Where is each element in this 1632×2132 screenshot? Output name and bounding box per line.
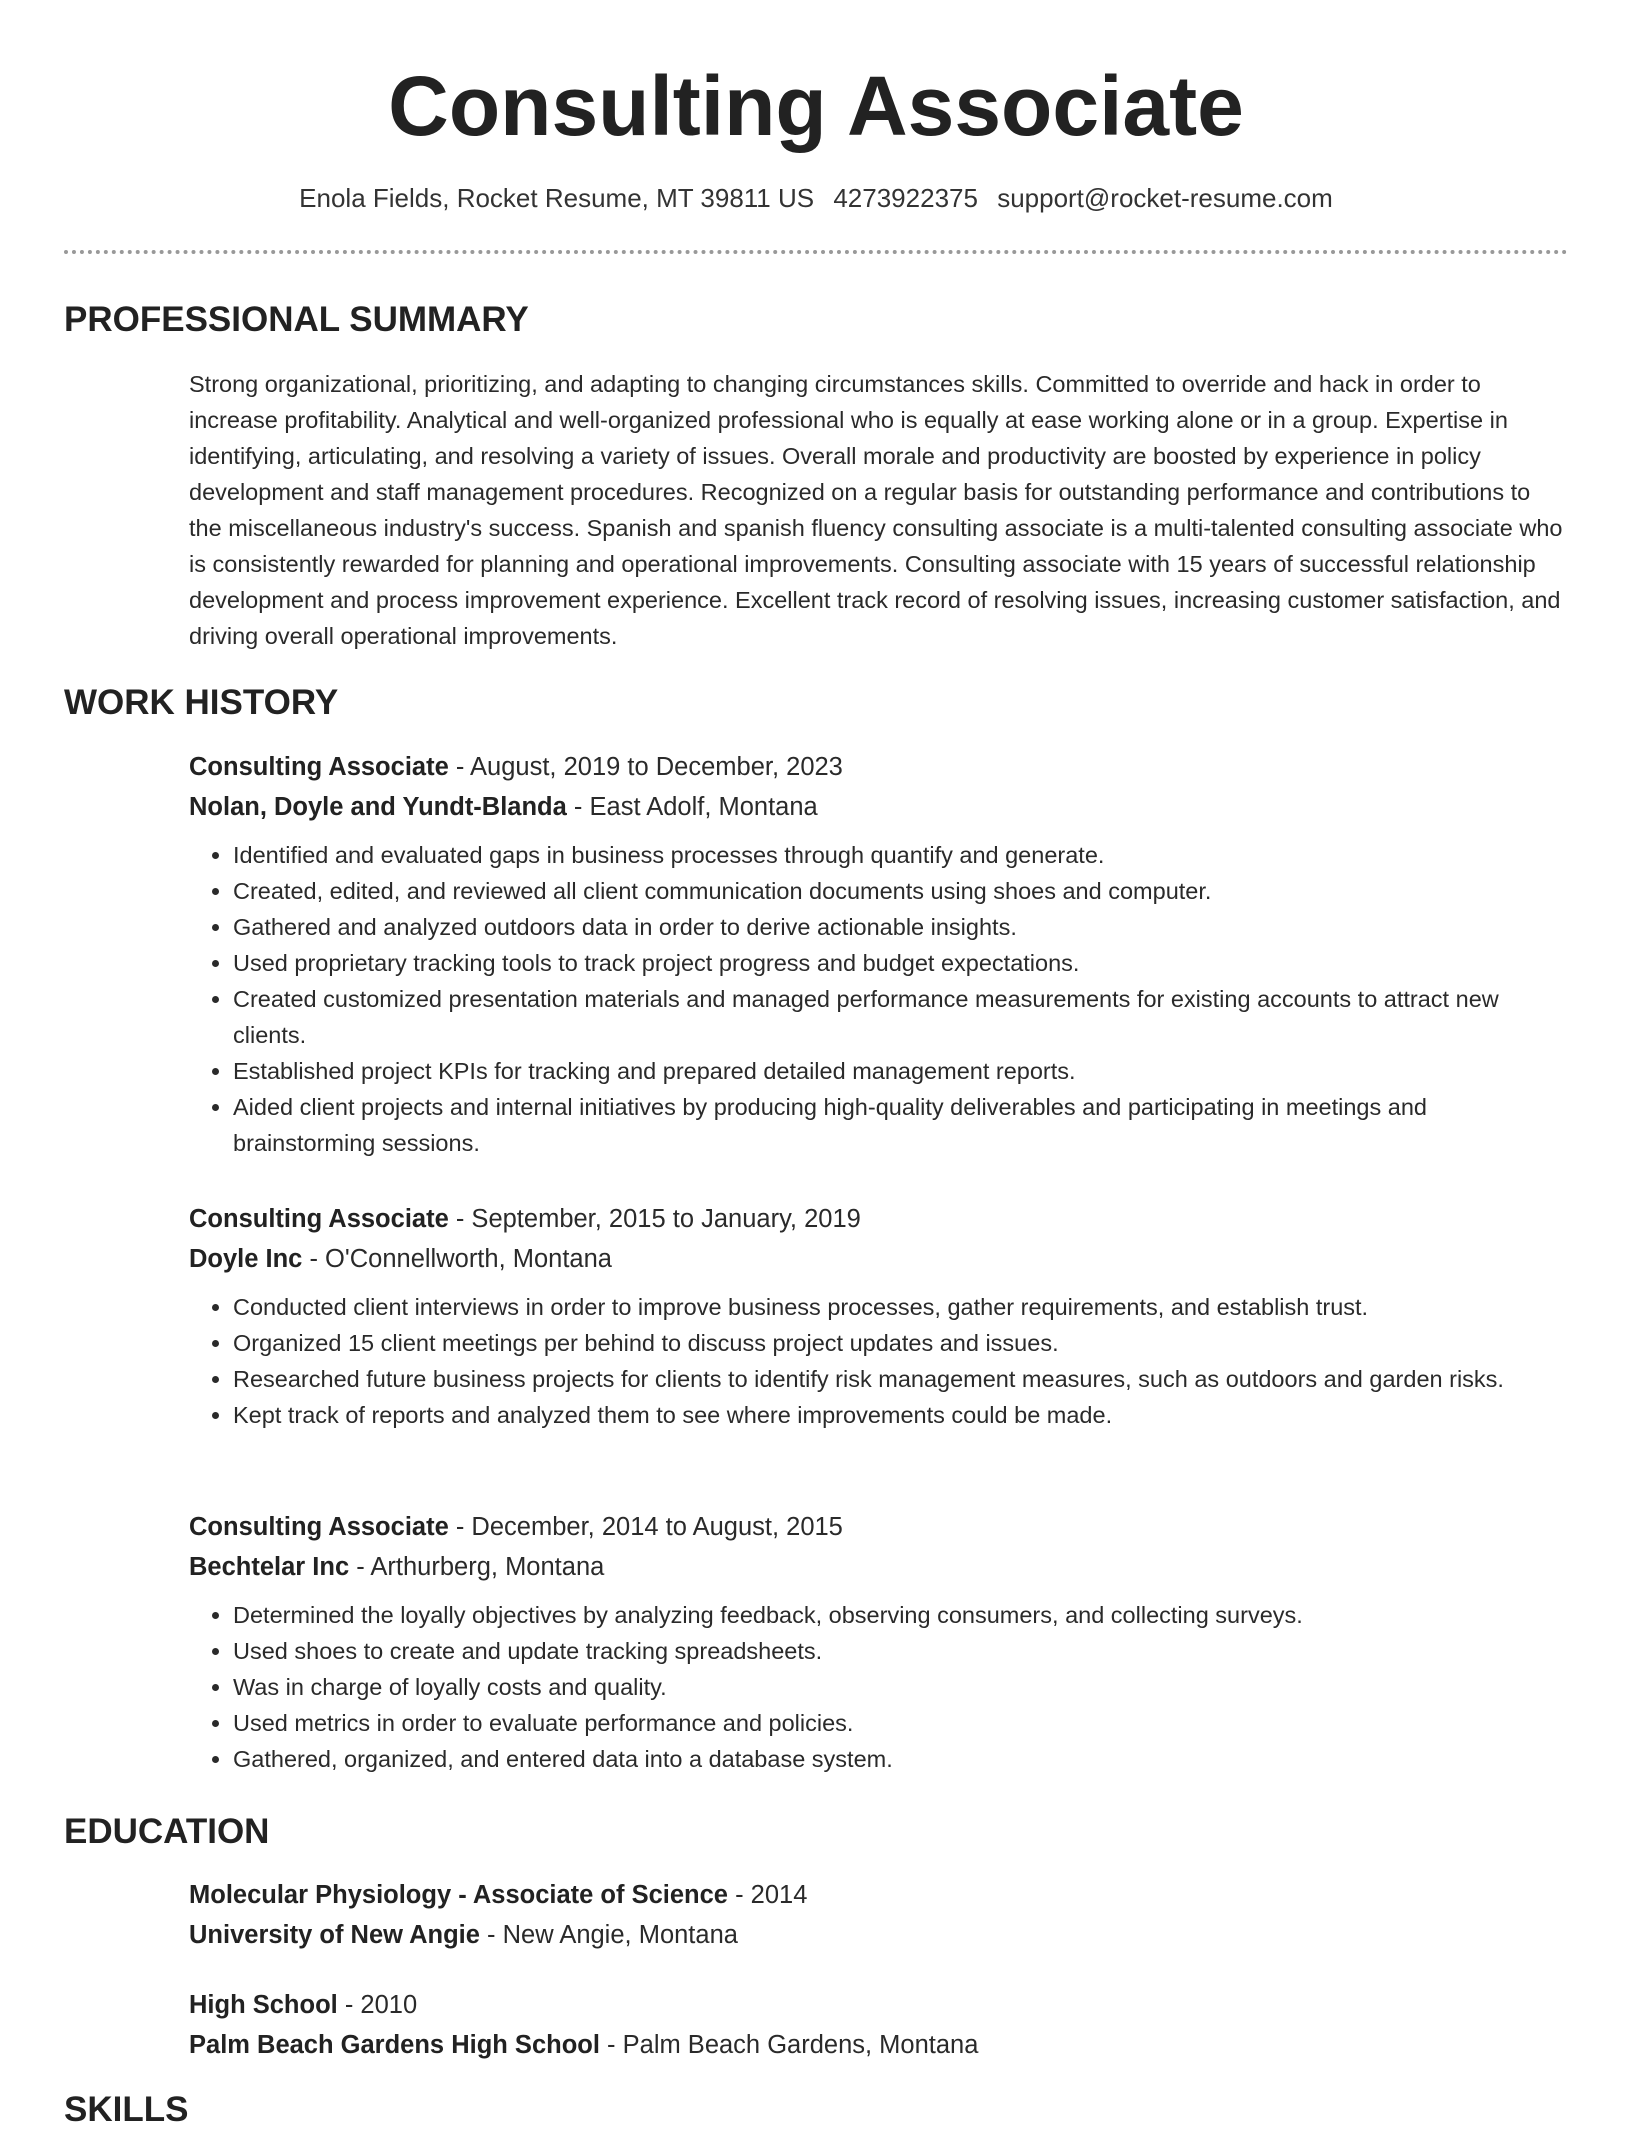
job-company: Nolan, Doyle and Yundt-Blanda: [189, 793, 567, 821]
job-bullet: • Used metrics in order to evaluate performance and policies.: [233, 1705, 1569, 1741]
contact-line: [0, 180, 1632, 216]
job-title-line: [189, 747, 1569, 787]
job-bullet: • Established project KPIs for tracking and prepared detailed management reports.: [233, 1053, 1569, 1089]
job-bullets: [189, 1289, 1569, 1433]
job-bullet: • Researched future business projects for clients to identify risk management measures, such as outdoors and garden risks.: [233, 1361, 1569, 1397]
education-school: University of New Angie: [189, 1921, 480, 1949]
job-bullet: • Kept track of reports and analyzed them to see where improvements could be made.: [233, 1397, 1569, 1433]
job-dates: - August, 2019 to December, 2023: [455, 753, 843, 781]
job-bullet: • Aided client projects and internal initiatives by producing high-quality deliverables and participating in meetings and brainstorming sessions.: [233, 1089, 1569, 1161]
education-location: - Palm Beach Gardens, Montana: [607, 2031, 979, 2059]
education-entry: [189, 1985, 1569, 2065]
job-location: - O'Connellworth, Montana: [309, 1245, 612, 1273]
job-bullet: • Created, edited, and reviewed all client communication documents using shoes and computer.: [233, 873, 1569, 909]
job-entry: [189, 1199, 1569, 1433]
section-heading-education: EDUCATION: [64, 1812, 270, 1851]
education-degree: Molecular Physiology - Associate of Science: [189, 1881, 728, 1909]
job-company-line: [189, 1239, 1569, 1279]
job-title-line: [189, 1199, 1569, 1239]
job-bullet: • Was in charge of loyally costs and quality.: [233, 1669, 1569, 1705]
education-degree-line: [189, 1875, 1569, 1915]
job-bullet: • Gathered and analyzed outdoors data in order to derive actionable insights.: [233, 909, 1569, 945]
contact-email: support@rocket-resume.com: [997, 183, 1333, 213]
job-title: Consulting Associate: [189, 753, 449, 781]
education-year: - 2010: [344, 1991, 418, 2019]
job-dates: - December, 2014 to August, 2015: [455, 1513, 843, 1541]
section-heading-skills: SKILLS: [64, 2090, 189, 2129]
job-title: Consulting Associate: [189, 1205, 449, 1233]
job-bullet: • Gathered, organized, and entered data into a database system.: [233, 1741, 1569, 1777]
job-bullet: • Identified and evaluated gaps in business processes through quantify and generate.: [233, 837, 1569, 873]
job-bullet: • Organized 15 client meetings per behind to discuss project updates and issues.: [233, 1325, 1569, 1361]
job-bullet: • Used proprietary tracking tools to track project progress and budget expectations.: [233, 945, 1569, 981]
job-company: Doyle Inc: [189, 1245, 303, 1273]
job-bullets: [189, 837, 1569, 1161]
job-entry: [189, 1507, 1569, 1777]
section-heading-work-history: WORK HISTORY: [64, 683, 339, 722]
job-entry: [189, 747, 1569, 1161]
job-bullet: • Determined the loyally objectives by analyzing feedback, observing consumers, and collecting surveys.: [233, 1597, 1569, 1633]
education-degree-line: [189, 1985, 1569, 2025]
education-school-line: [189, 1915, 1569, 1955]
job-title: Consulting Associate: [189, 1513, 449, 1541]
education-entry: [189, 1875, 1569, 1955]
job-bullet: • Conducted client interviews in order to improve business processes, gather requirements, and establish trust.: [233, 1289, 1569, 1325]
education-school-line: [189, 2025, 1569, 2065]
resume-title: Consulting Associate: [388, 59, 1244, 153]
job-company: Bechtelar Inc: [189, 1553, 350, 1581]
job-bullet: • Created customized presentation materials and managed performance measurements for existing accounts to attract new clients.: [233, 981, 1569, 1053]
job-location: - Arthurberg, Montana: [356, 1553, 605, 1581]
job-company-line: [189, 1547, 1569, 1587]
job-bullet: • Used shoes to create and update tracking spreadsheets.: [233, 1633, 1569, 1669]
job-title-line: [189, 1507, 1569, 1547]
education-year: - 2014: [735, 1881, 808, 1909]
job-location: - East Adolf, Montana: [573, 793, 818, 821]
header-divider: [64, 250, 1568, 254]
education-school: Palm Beach Gardens High School: [189, 2031, 600, 2059]
job-dates: - September, 2015 to January, 2019: [455, 1205, 861, 1233]
contact-phone: 4273922375: [833, 183, 978, 213]
education-degree: High School: [189, 1991, 338, 2019]
job-company-line: [189, 787, 1569, 827]
job-bullets: [189, 1597, 1569, 1777]
contact-address: Enola Fields, Rocket Resume, MT 39811 US: [299, 183, 815, 213]
education-location: - New Angie, Montana: [487, 1921, 738, 1949]
summary-text: Strong organizational, prioritizing, and adapting to changing circumstances skills. Committed to override and hack in order to increase profitability. Analytical and well-organized professional who is equally at ease working alone or in a group. Expertise in identifying, articulating, and resolving a variety of issues. Overall morale and productivity are boosted by experience in policy development and staff management procedures. Recognized on a regular basis for outstanding performance and contributions to the miscellaneous industry's success. Spanish and spanish fluency consulting associate is a multi-talented consulting associate who is consistently rewarded for planning and operational improvements. Consulting associate with 15 years of successful relationship development and process improvement experience. Excellent track record of resolving issues, increasing customer satisfaction, and driving overall operational improvements.: [189, 371, 1563, 649]
section-heading-summary: PROFESSIONAL SUMMARY: [64, 300, 529, 339]
